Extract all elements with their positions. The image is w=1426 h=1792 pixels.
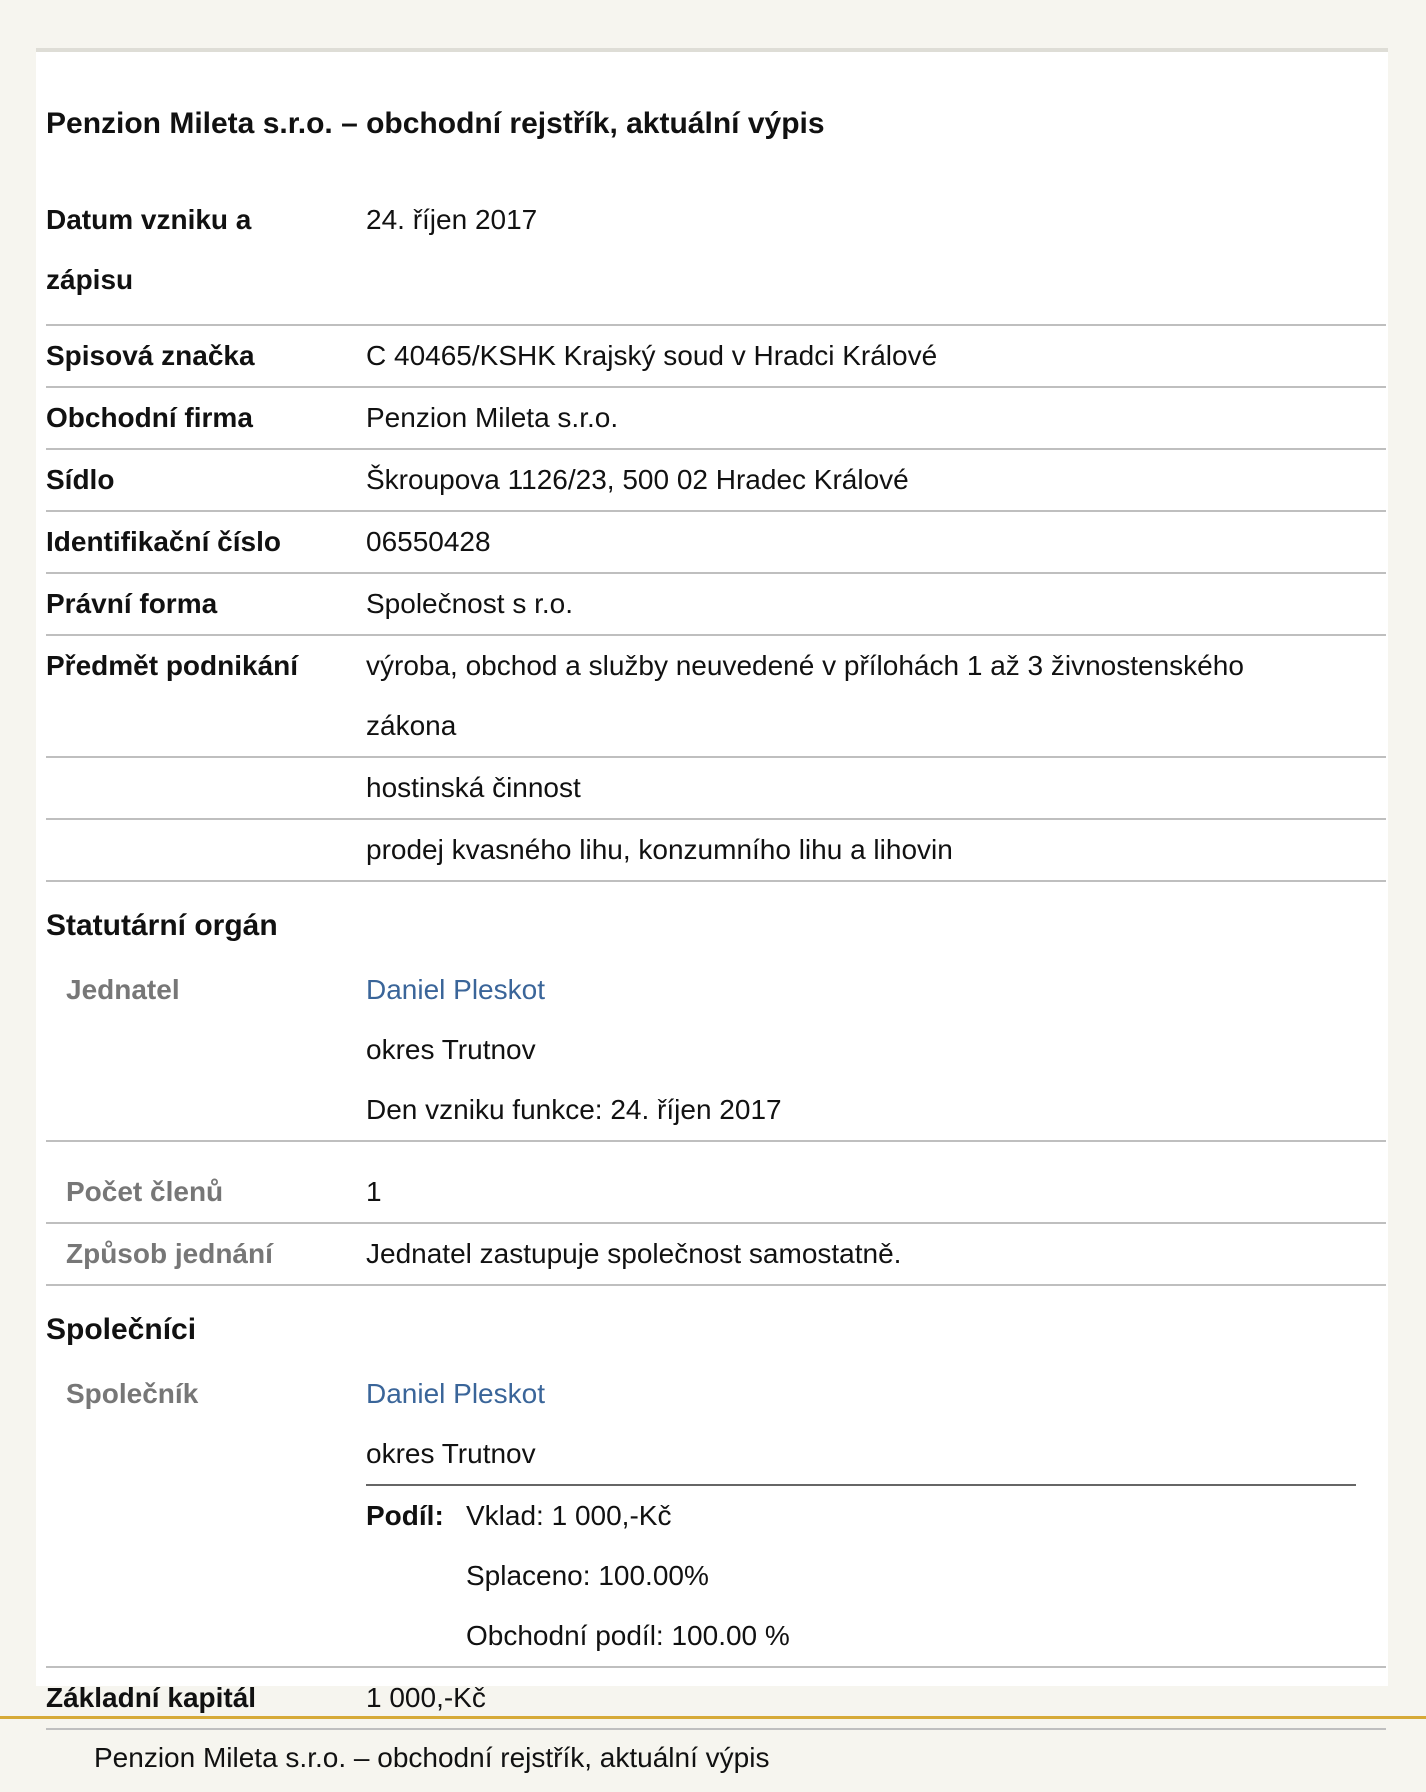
- label-identifikacni-cislo: Identifikační číslo: [46, 526, 281, 557]
- label-zpusob-jednani: Způsob jednání: [66, 1238, 273, 1269]
- value-zakladni-kapital: 1 000,-Kč: [366, 1682, 486, 1713]
- jednatel-district: okres Trutnov: [366, 1034, 536, 1065]
- row-predmet-podnikani-3: [46, 820, 1386, 882]
- predmet-item-1-line2: zákona: [366, 710, 457, 741]
- share-splaceno: Splaceno: 100.00%: [466, 1560, 709, 1591]
- jednatel-name-link[interactable]: Daniel Pleskot: [366, 974, 545, 1005]
- label-zakladni-kapital: Základní kapitál: [46, 1682, 257, 1713]
- share-block: [366, 1484, 1356, 1666]
- row-datum-vzniku: [46, 190, 1386, 326]
- label-pravni-forma: Právní forma: [46, 588, 218, 619]
- row-identifikacni-cislo: [46, 512, 1386, 574]
- section-spolecnici: Společníci: [46, 1313, 197, 1346]
- spolecnik-name-link[interactable]: Daniel Pleskot: [366, 1378, 545, 1409]
- row-spisova-znacka: [46, 326, 1386, 388]
- value-pocet-clenu: 1: [366, 1176, 382, 1207]
- label-datum-vzniku: [46, 190, 346, 310]
- value-obchodni-firma: Penzion Mileta s.r.o.: [366, 402, 619, 433]
- value-datum-vzniku: 24. říjen 2017: [366, 204, 538, 235]
- jednatel-since: Den vzniku funkce: 24. říjen 2017: [366, 1094, 782, 1125]
- value-jednatel: [366, 960, 1386, 1140]
- label-obchodni-firma: Obchodní firma: [46, 402, 253, 433]
- label-datum-vzniku-line1: Datum vzniku a: [46, 204, 252, 235]
- value-predmet-podnikani-2: hostinská činnost: [366, 772, 581, 803]
- row-zpusob-jednani: [46, 1224, 1386, 1286]
- label-datum-vzniku-line2: zápisu: [46, 264, 134, 295]
- label-predmet-podnikani: Předmět podnikání: [46, 650, 299, 681]
- register-card: [36, 48, 1388, 1713]
- row-zakladni-kapital: [46, 1668, 1386, 1730]
- label-spisova-znacka: Spisová značka: [46, 340, 255, 371]
- row-predmet-podnikani-2: [46, 758, 1386, 820]
- value-spolecnik: [366, 1364, 1386, 1484]
- page-title: Penzion Mileta s.r.o. – obchodní rejstřík, aktuální výpis: [46, 107, 825, 140]
- share-values: [466, 1486, 790, 1666]
- spolecnik-district: okres Trutnov: [366, 1438, 536, 1469]
- value-predmet-podnikani-3: prodej kvasného lihu, konzumního lihu a lihovin: [366, 834, 953, 865]
- row-obchodni-firma: [46, 388, 1386, 450]
- value-zpusob-jednani: Jednatel zastupuje společnost samostatně.: [366, 1238, 902, 1269]
- row-predmet-podnikani-1: [46, 636, 1386, 758]
- value-sidlo: Škroupova 1126/23, 500 02 Hradec Králové: [366, 464, 909, 495]
- label-jednatel: Jednatel: [66, 974, 180, 1005]
- share-vklad: Vklad: 1 000,-Kč: [466, 1500, 672, 1531]
- footer-title: Penzion Mileta s.r.o. – obchodní rejstřík, aktuální výpis: [94, 1742, 770, 1773]
- value-pravni-forma: Společnost s r.o.: [366, 588, 574, 619]
- share-label: Podíl:: [366, 1500, 444, 1531]
- value-predmet-podnikani-1: [366, 636, 1386, 756]
- label-sidlo: Sídlo: [46, 464, 115, 495]
- share-obchodni-podil: Obchodní podíl: 100.00 %: [466, 1620, 790, 1651]
- label-spolecnik: Společník: [66, 1378, 199, 1409]
- footer-divider: [0, 1716, 1426, 1719]
- row-pravni-forma: [46, 574, 1386, 636]
- row-sidlo: [46, 450, 1386, 512]
- section-statutarni-organ: Statutární orgán: [46, 909, 278, 942]
- row-spolecnik: [46, 1364, 1386, 1668]
- label-pocet-clenu: Počet členů: [66, 1176, 224, 1207]
- value-spisova-znacka: C 40465/KSHK Krajský soud v Hradci Králové: [366, 340, 938, 371]
- predmet-item-1-line1: výroba, obchod a služby neuvedené v přílohách 1 až 3 živnostenského: [366, 650, 1244, 681]
- row-pocet-clenu: [46, 1162, 1386, 1224]
- value-identifikacni-cislo: 06550428: [366, 526, 491, 557]
- row-jednatel: [46, 960, 1386, 1142]
